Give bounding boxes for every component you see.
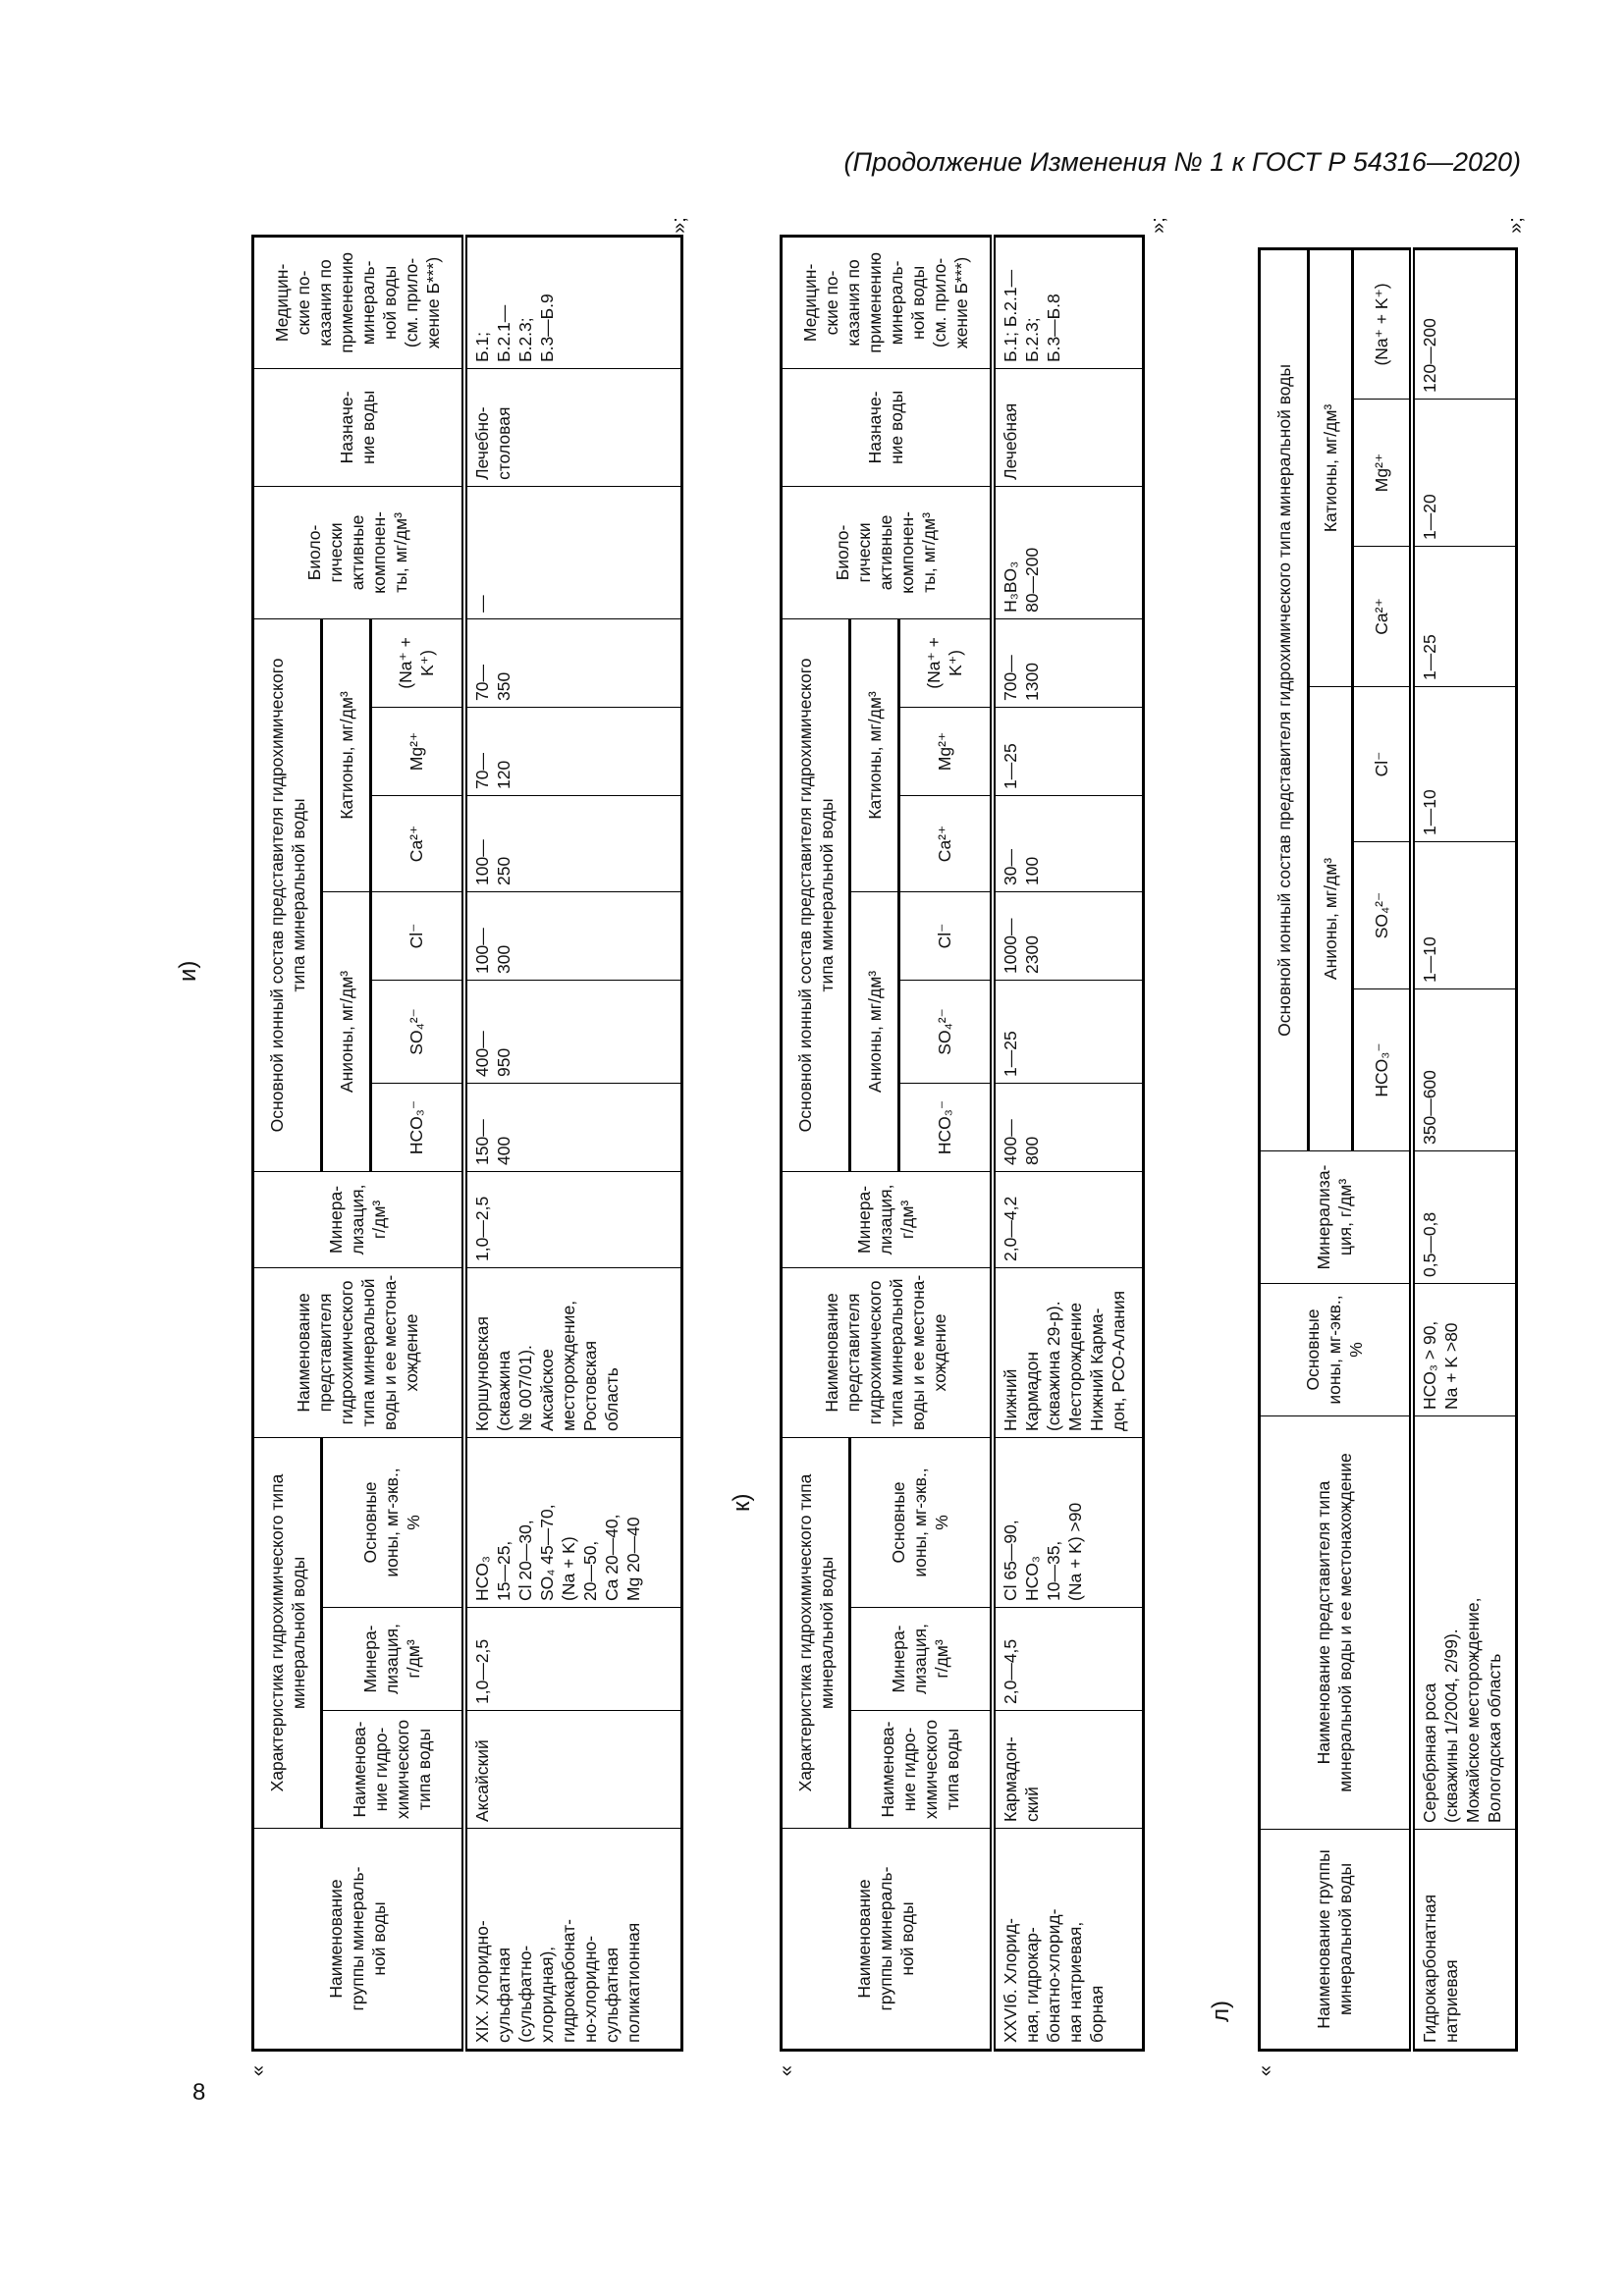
quote-close: »; bbox=[668, 217, 690, 234]
column-header-purpose: Назначе- ние воды bbox=[782, 368, 993, 486]
column-header-cations: Катионы, мг/дм³ bbox=[322, 618, 371, 891]
column-header-anions: Анионы, мг/дм³ bbox=[322, 891, 371, 1171]
column-header-ca: Ca²⁺ bbox=[371, 795, 464, 891]
column-header-main-ions: Основные ионы, мг-экв., % bbox=[1260, 1284, 1412, 1416]
table-cell: 1—25 bbox=[993, 980, 1144, 1083]
column-header-cl: Cl⁻ bbox=[1353, 687, 1412, 842]
table-cell: XXVIб. Хлорид- ная, гидрокар- бонатно-хлорид- ная натриевая, борная bbox=[993, 1829, 1144, 2051]
table-cell: 1000— 2300 bbox=[993, 891, 1144, 980]
table-cell: Нижний Кармадон (скважина 29-р). Месторождение Нижний Карма- дон, РСО-Алания bbox=[993, 1267, 1144, 1437]
column-header-anions: Анионы, мг/дм³ bbox=[1309, 687, 1353, 1151]
column-header-hco3: HCO₃⁻ bbox=[371, 1083, 464, 1171]
header-row bbox=[253, 236, 322, 2050]
quote-open: « bbox=[776, 2064, 798, 2077]
column-header-ion-group: Основной ионный состав представителя гидрохимического типа минеральной воды bbox=[253, 618, 322, 1171]
table-cell: 1,0—2,5 bbox=[464, 1608, 682, 1711]
table-cell: Серебряная роса (скважины 1/2004, 2/99). Можайское месторождение, Вологодская область bbox=[1412, 1416, 1517, 1830]
column-header-mineral-type: Минера- лизация, г/дм³ bbox=[322, 1608, 464, 1711]
column-header-mineral: Минерализа- ция, г/дм³ bbox=[1260, 1151, 1412, 1284]
column-header-ca: Ca²⁺ bbox=[1353, 547, 1412, 687]
table-cell: Лечебно- столовая bbox=[464, 368, 682, 486]
table-cell: 400— 950 bbox=[464, 980, 682, 1083]
table-cell: H₃BO₃ 80—200 bbox=[993, 486, 1144, 618]
column-header-main-ions: Основные ионы, мг-экв., % bbox=[322, 1437, 464, 1607]
table-cell: 1,0—2,5 bbox=[464, 1171, 682, 1267]
table-cell: Коршуновская (скважина № 007/01). Аксайское месторождение, Ростовская область bbox=[464, 1267, 682, 1437]
table-cell: HCO₃ > 90, Na + K >80 bbox=[1412, 1284, 1517, 1416]
table-cell: 100— 250 bbox=[464, 795, 682, 891]
table-cell: Лечебная bbox=[993, 368, 1144, 486]
table-cell: Б.1; Б.2.1— Б.2.3; Б.3—Б.9 bbox=[464, 236, 682, 368]
table-label-i: и) bbox=[175, 960, 201, 982]
table-label-k: к) bbox=[729, 1493, 755, 1512]
column-header-ion-group: Основной ионный состав представителя гидрохимического типа минеральной воды bbox=[1260, 248, 1309, 1150]
column-header-purpose: Назначе- ние воды bbox=[253, 368, 464, 486]
column-header-so4: SO₄²⁻ bbox=[371, 980, 464, 1083]
table-cell: 150— 400 bbox=[464, 1083, 682, 1171]
header-row bbox=[1260, 248, 1309, 2050]
column-header-mg: Mg²⁺ bbox=[899, 707, 993, 795]
table-cell: 400— 800 bbox=[993, 1083, 1144, 1171]
column-header-mg: Mg²⁺ bbox=[371, 707, 464, 795]
column-header-bio: Биоло- гически активные компонен- ты, мг/дм³ bbox=[253, 486, 464, 618]
page-number: 8 bbox=[192, 2079, 206, 2106]
column-header-anions: Анионы, мг/дм³ bbox=[850, 891, 899, 1171]
column-header-group: Наименование группы минеральной воды bbox=[1260, 1830, 1412, 2051]
quote-open: « bbox=[1255, 2064, 1277, 2077]
column-header-ion-group: Основной ионный состав представителя гидрохимического типа минеральной воды bbox=[782, 618, 850, 1171]
table-cell: 700— 1300 bbox=[993, 618, 1144, 707]
table-cell: 30— 100 bbox=[993, 795, 1144, 891]
table-row bbox=[1412, 248, 1517, 2050]
column-header-mineral: Минера- лизация, г/дм³ bbox=[782, 1171, 993, 1267]
column-header-hco3: HCO₃⁻ bbox=[899, 1083, 993, 1171]
table-l-wrapper bbox=[1258, 247, 1518, 2052]
column-header-rep-name: Наименование представителя гидрохимического типа минеральной воды и ее местона- хождение bbox=[253, 1267, 464, 1437]
column-header-type-name: Наименова- ние гидро- химического типа воды bbox=[322, 1711, 464, 1829]
table-cell: 70— 120 bbox=[464, 707, 682, 795]
table-cell: Кармадон- ский bbox=[993, 1711, 1144, 1829]
table-cell: Cl 65—90, HCO₃ 10—35, (Na + K) >90 bbox=[993, 1437, 1144, 1607]
column-header-hco3: HCO₃⁻ bbox=[1353, 989, 1412, 1151]
column-header-ca: Ca²⁺ bbox=[899, 795, 993, 891]
table-cell: 1—20 bbox=[1412, 400, 1517, 547]
column-header-nak: (Na⁺ + K⁺) bbox=[1353, 248, 1412, 399]
column-header-char-group: Характеристика гидрохимического типа минеральной воды bbox=[253, 1437, 322, 1828]
column-header-nak: (Na⁺ + K⁺) bbox=[899, 618, 993, 707]
column-header-cations: Катионы, мг/дм³ bbox=[850, 618, 899, 891]
column-header-so4: SO₄²⁻ bbox=[899, 980, 993, 1083]
column-header-rep-name: Наименование представителя гидрохимического типа минеральной воды и ее местона- хождение bbox=[782, 1267, 993, 1437]
table-cell: 1—10 bbox=[1412, 842, 1517, 989]
mineral-water-table-l bbox=[1258, 247, 1518, 2052]
header-row bbox=[782, 236, 850, 2050]
table-cell: 0,5—0,8 bbox=[1412, 1151, 1517, 1284]
table-cell: XIX. Хлоридно- сульфатная (сульфатно- хлоридная), гидрокарбонат- но-хлоридно- сульфатная поликатионная bbox=[464, 1829, 682, 2051]
quote-close: »; bbox=[1147, 217, 1169, 234]
mineral-water-table-i bbox=[251, 235, 683, 2052]
column-header-cl: Cl⁻ bbox=[371, 891, 464, 980]
column-header-mg: Mg²⁺ bbox=[1353, 400, 1412, 547]
table-cell: 2,0—4,5 bbox=[993, 1608, 1144, 1711]
mineral-water-table-k bbox=[780, 235, 1145, 2052]
column-header-rep-name: Наименование представителя типа минеральной воды и ее местонахождение bbox=[1260, 1416, 1412, 1830]
table-cell: 100— 300 bbox=[464, 891, 682, 980]
table-i-wrapper bbox=[251, 235, 683, 2052]
column-header-group: Наименование группы минераль- ной воды bbox=[782, 1829, 993, 2051]
column-header-mineral-type: Минера- лизация, г/дм³ bbox=[850, 1608, 993, 1711]
table-cell: Аксайский bbox=[464, 1711, 682, 1829]
page-header: (Продолжение Изменения № 1 к ГОСТ Р 54316—2020) bbox=[843, 147, 1521, 177]
table-cell: Б.1; Б.2.1— Б.2.3; Б.3—Б.8 bbox=[993, 236, 1144, 368]
table-cell: Гидрокарбонатная натриевая bbox=[1412, 1830, 1517, 2051]
column-header-medical: Медицин- ские по- казания по применению минераль- ной воды (см. прило- жение Б***) bbox=[782, 236, 993, 368]
table-cell: 350—600 bbox=[1412, 989, 1517, 1151]
table-k-wrapper bbox=[780, 235, 1145, 2052]
table-label-l: л) bbox=[1208, 2001, 1234, 2022]
table-cell: — bbox=[464, 486, 682, 618]
column-header-nak: (Na⁺ + K⁺) bbox=[371, 618, 464, 707]
column-header-medical: Медицин- ские по- казания по применению минераль- ной воды (см. прило- жение Б***) bbox=[253, 236, 464, 368]
column-header-char-group: Характеристика гидрохимического типа минеральной воды bbox=[782, 1437, 850, 1828]
column-header-type-name: Наименова- ние гидро- химического типа воды bbox=[850, 1711, 993, 1829]
table-cell: 1—25 bbox=[993, 707, 1144, 795]
column-header-main-ions: Основные ионы, мг-экв., % bbox=[850, 1437, 993, 1607]
table-cell: 70— 350 bbox=[464, 618, 682, 707]
quote-close: »; bbox=[1504, 217, 1527, 234]
table-cell: 2,0—4,2 bbox=[993, 1171, 1144, 1267]
quote-open: « bbox=[247, 2064, 270, 2077]
table-row bbox=[993, 236, 1144, 2050]
column-header-cl: Cl⁻ bbox=[899, 891, 993, 980]
table-cell: 1—10 bbox=[1412, 687, 1517, 842]
table-cell: 120—200 bbox=[1412, 248, 1517, 399]
column-header-bio: Биоло- гически активные компонен- ты, мг/дм³ bbox=[782, 486, 993, 618]
column-header-group: Наименование группы минераль- ной воды bbox=[253, 1829, 464, 2051]
column-header-so4: SO₄²⁻ bbox=[1353, 842, 1412, 989]
table-cell: 1—25 bbox=[1412, 547, 1517, 687]
table-row bbox=[464, 236, 682, 2050]
column-header-cations: Катионы, мг/дм³ bbox=[1309, 248, 1353, 686]
table-cell: HCO₃ 15—25, Cl 20—30, SO₄ 45—70, (Na + K) 20—50, Ca 20—40, Mg 20—40 bbox=[464, 1437, 682, 1607]
column-header-mineral: Минера- лизация, г/дм³ bbox=[253, 1171, 464, 1267]
